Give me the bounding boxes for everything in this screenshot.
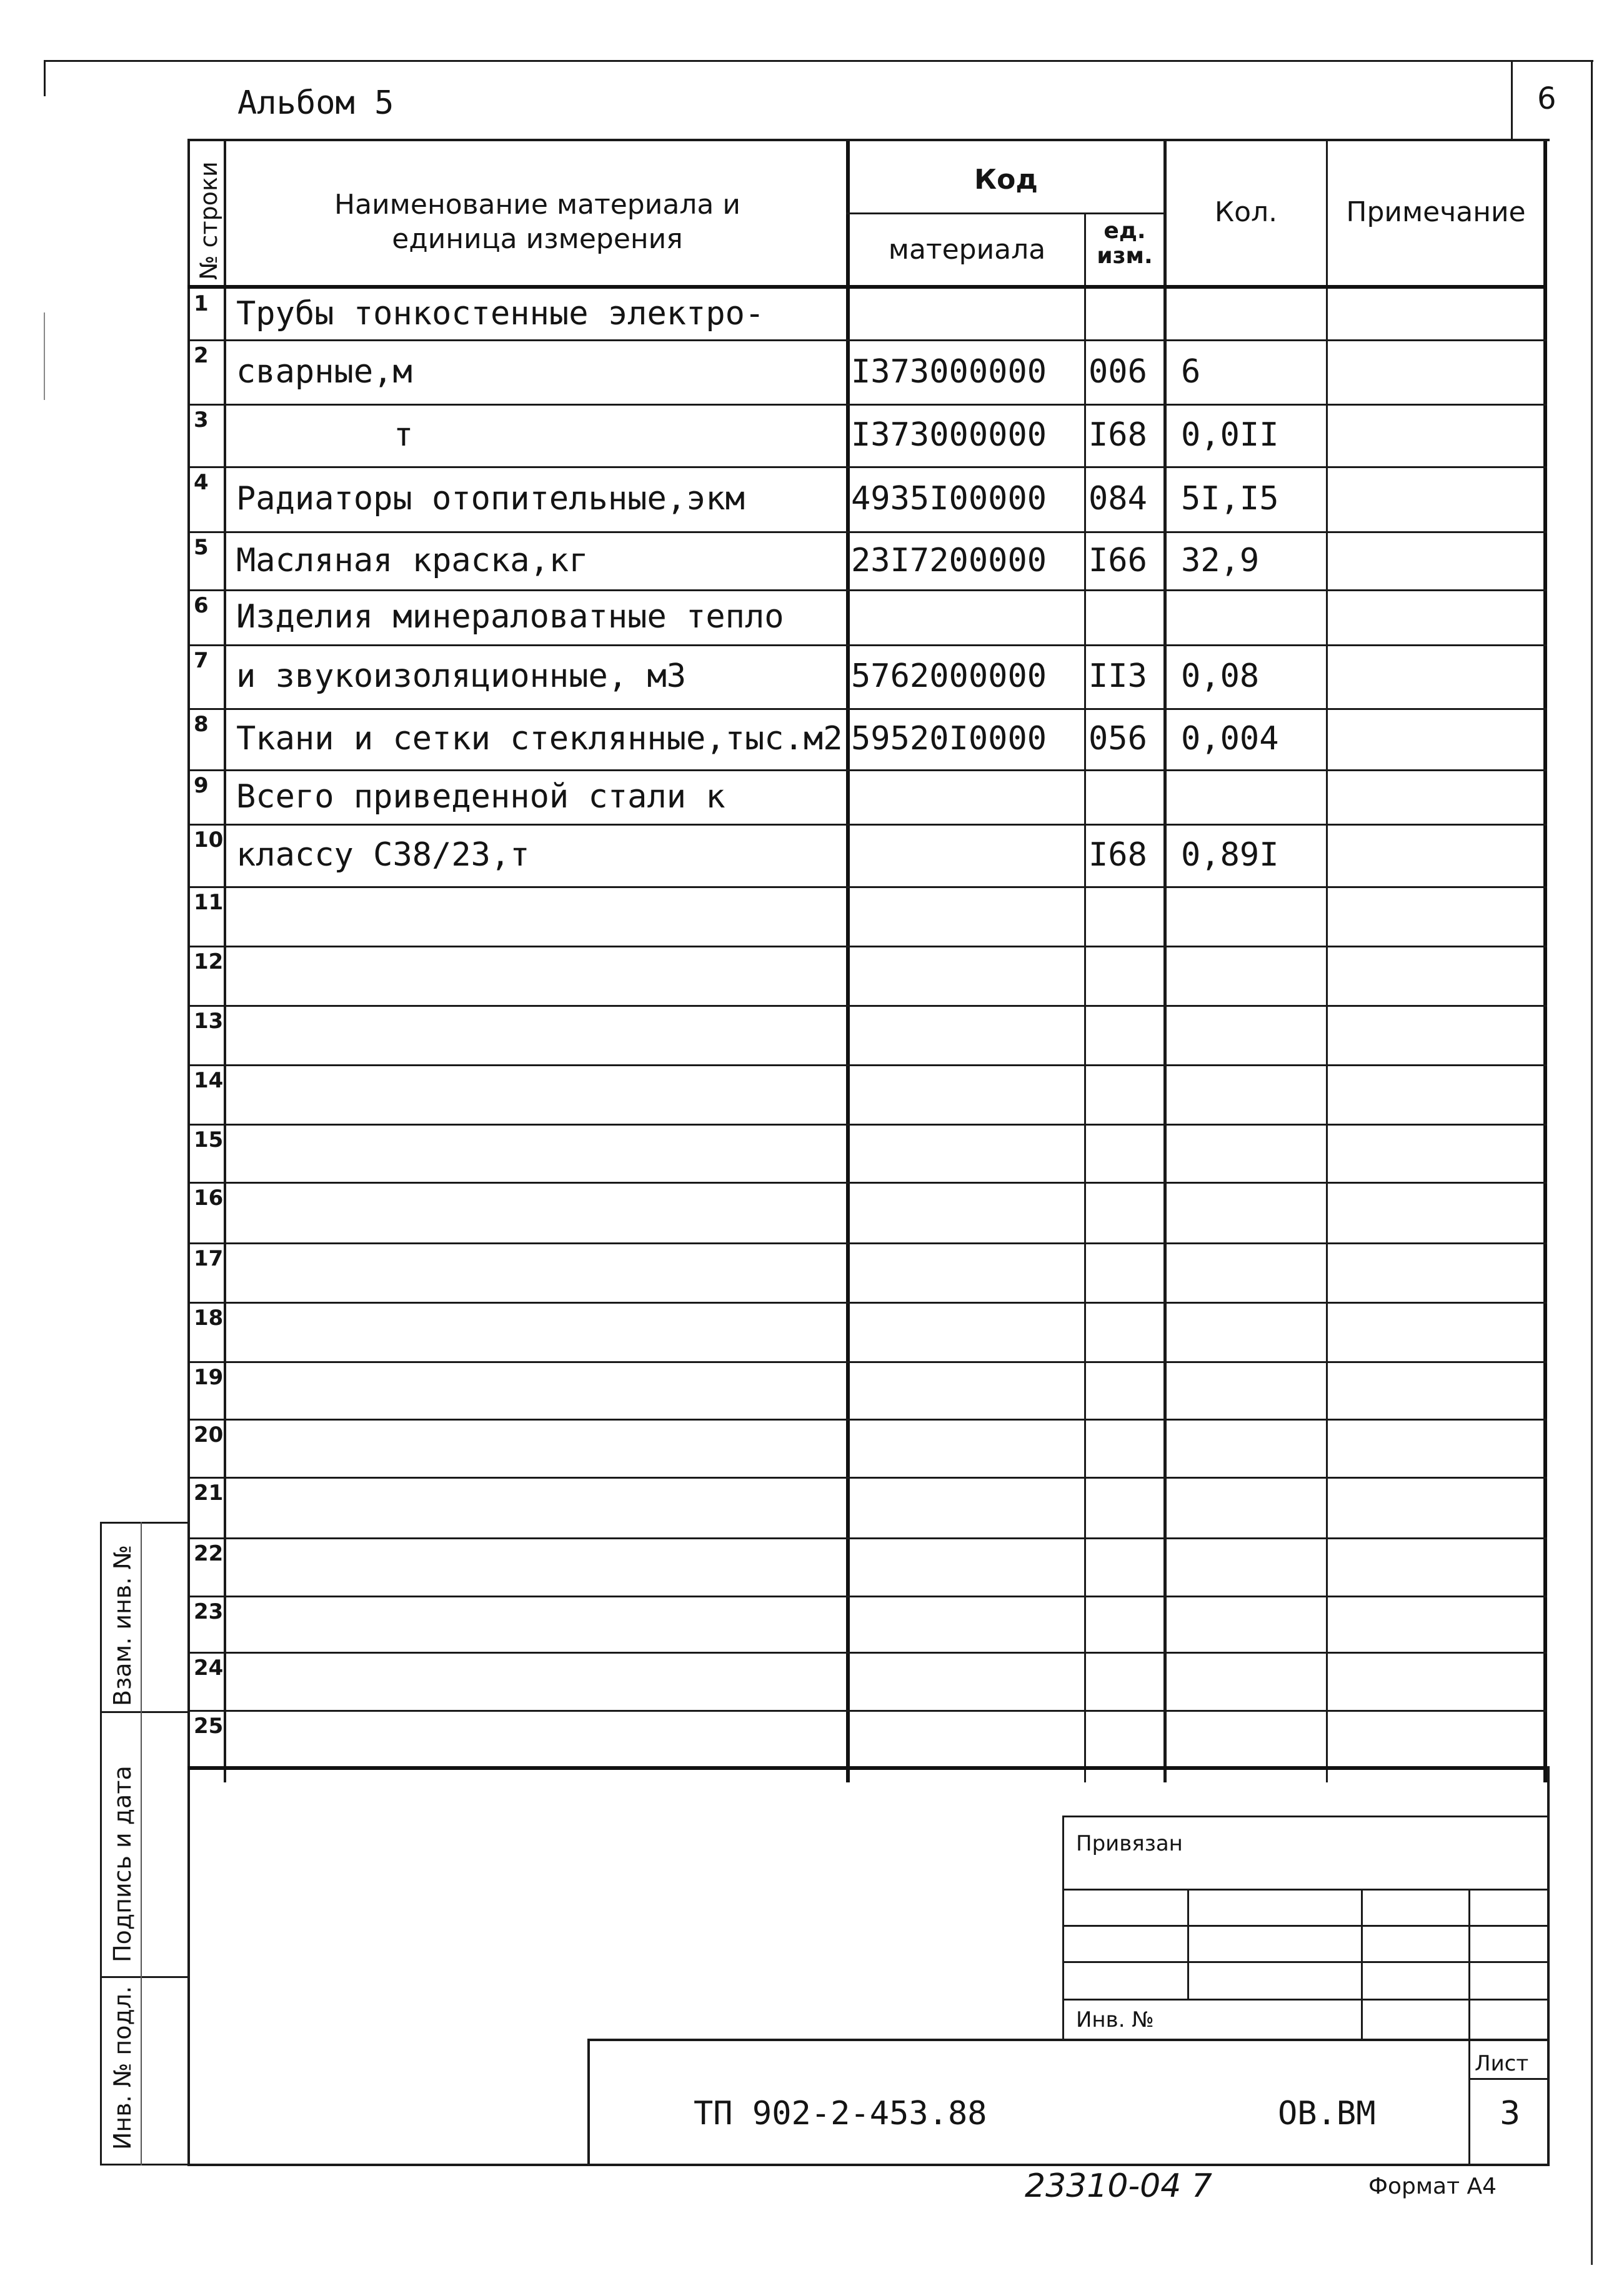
- row-number: 23: [194, 1599, 224, 1624]
- row-number: 11: [194, 890, 224, 915]
- quantity: 0,89I: [1181, 836, 1279, 874]
- row-number: 7: [194, 648, 209, 673]
- row-number: 20: [194, 1422, 224, 1447]
- quantity: 5I,I5: [1181, 480, 1279, 517]
- row-divider: [187, 531, 1547, 533]
- unit-header: ед. изм.: [1097, 218, 1153, 269]
- inv-no-label: Инв. №: [1076, 2007, 1154, 2032]
- format-label: Формат А4: [1368, 2174, 1497, 2199]
- row-divider: [187, 1005, 1547, 1007]
- row-number: 2: [194, 343, 209, 368]
- row-number: 13: [194, 1009, 224, 1034]
- row-divider: [187, 1302, 1547, 1304]
- inv-podl-label: Инв. № подл.: [109, 1986, 136, 2150]
- row-number: 21: [194, 1481, 224, 1506]
- doc-code: ТП 902-2-453.88: [694, 2095, 987, 2132]
- row-number: 3: [194, 407, 209, 432]
- handwritten-number: 23310-04 7: [1025, 2167, 1212, 2205]
- row-divider: [187, 946, 1547, 947]
- row-number: 9: [194, 773, 209, 798]
- unit-code: I68: [1088, 416, 1147, 454]
- row-divider: [187, 824, 1547, 826]
- row-divider: [187, 1477, 1547, 1479]
- material-name: Всего приведенной стали к: [236, 778, 725, 816]
- unit-code: 084: [1088, 480, 1147, 517]
- row-divider: [187, 644, 1547, 646]
- row-number: 8: [194, 712, 209, 737]
- row-number-header: № строки: [195, 161, 222, 280]
- row-number: 18: [194, 1306, 224, 1331]
- material-name: Ткани и сетки стеклянные,тыс.м2: [236, 720, 843, 757]
- material-name: сварные,м: [236, 353, 412, 391]
- row-divider: [187, 1124, 1547, 1126]
- row-divider: [187, 1710, 1547, 1712]
- row-divider: [187, 1361, 1547, 1363]
- material-code: 59520I0000: [851, 720, 1047, 757]
- row-number: 24: [194, 1656, 224, 1681]
- row-divider: [187, 1537, 1547, 1539]
- row-divider: [187, 466, 1547, 468]
- material-name: классу С38/23,т: [236, 836, 530, 874]
- quantity: 32,9: [1181, 542, 1260, 579]
- unit-code: 056: [1088, 720, 1147, 757]
- unit-code: II3: [1088, 657, 1147, 695]
- material-code: I373000000: [851, 353, 1047, 391]
- qty-header: Кол.: [1214, 196, 1278, 228]
- unit-code: I68: [1088, 836, 1147, 874]
- margin-mark: [44, 312, 45, 400]
- row-divider: [187, 886, 1547, 888]
- row-number: 1: [194, 291, 209, 316]
- code-header: Код: [974, 164, 1038, 196]
- row-divider: [187, 1242, 1547, 1244]
- album-label: Альбом 5: [237, 84, 394, 122]
- sheet-number: 3: [1500, 2095, 1521, 2132]
- row-number: 5: [194, 535, 209, 560]
- note-header: Примечание: [1346, 196, 1526, 228]
- material-name: Изделия минераловатные тепло: [236, 598, 784, 636]
- vzam-inv-label: Взам. инв. №: [109, 1544, 136, 1706]
- doc-mark: ОВ.ВМ: [1278, 2095, 1376, 2132]
- material-code: 5762000000: [851, 657, 1047, 695]
- row-number: 25: [194, 1714, 224, 1739]
- row-divider: [187, 1652, 1547, 1654]
- row-divider: [187, 404, 1547, 406]
- row-number: 12: [194, 949, 224, 974]
- quantity: 6: [1181, 353, 1201, 391]
- quantity: 0,004: [1181, 720, 1279, 757]
- sheet-label: Лист: [1475, 2051, 1529, 2076]
- row-number: 14: [194, 1068, 224, 1093]
- material-name: и звукоизоляционные, м3: [236, 657, 687, 695]
- row-divider: [187, 1419, 1547, 1421]
- row-divider: [187, 1064, 1547, 1066]
- unit-code: I66: [1088, 542, 1147, 579]
- material-name: Радиаторы отопительные,экм: [236, 480, 745, 517]
- name-header: Наименование материала и единица измерения: [334, 189, 740, 255]
- page-number: 6: [1537, 81, 1557, 116]
- row-number: 16: [194, 1186, 224, 1211]
- row-divider: [187, 1182, 1547, 1184]
- signature-date-label: Подпись и дата: [109, 1766, 136, 1962]
- material-code: I373000000: [851, 416, 1047, 454]
- row-number: 10: [194, 827, 224, 852]
- row-divider: [187, 1596, 1547, 1597]
- row-number: 4: [194, 470, 209, 495]
- quantity: 0,0II: [1181, 416, 1279, 454]
- material-name: т: [394, 416, 414, 454]
- row-number: 15: [194, 1127, 224, 1152]
- material-code: 23I7200000: [851, 542, 1047, 579]
- row-divider: [187, 708, 1547, 710]
- row-number: 17: [194, 1246, 224, 1271]
- unit-code: 006: [1088, 353, 1147, 391]
- row-number: 6: [194, 593, 209, 618]
- row-divider: [187, 339, 1547, 341]
- material-name: Трубы тонкостенные электро-: [236, 295, 765, 332]
- row-divider: [187, 769, 1547, 771]
- quantity: 0,08: [1181, 657, 1260, 695]
- row-divider: [187, 589, 1547, 591]
- material-name: Масляная краска,кг: [236, 542, 589, 579]
- material-code-header: материала: [888, 234, 1046, 266]
- row-number: 19: [194, 1365, 224, 1390]
- material-code: 4935I00000: [851, 480, 1047, 517]
- privyazan-label: Привязан: [1076, 1831, 1183, 1856]
- row-number: 22: [194, 1541, 224, 1566]
